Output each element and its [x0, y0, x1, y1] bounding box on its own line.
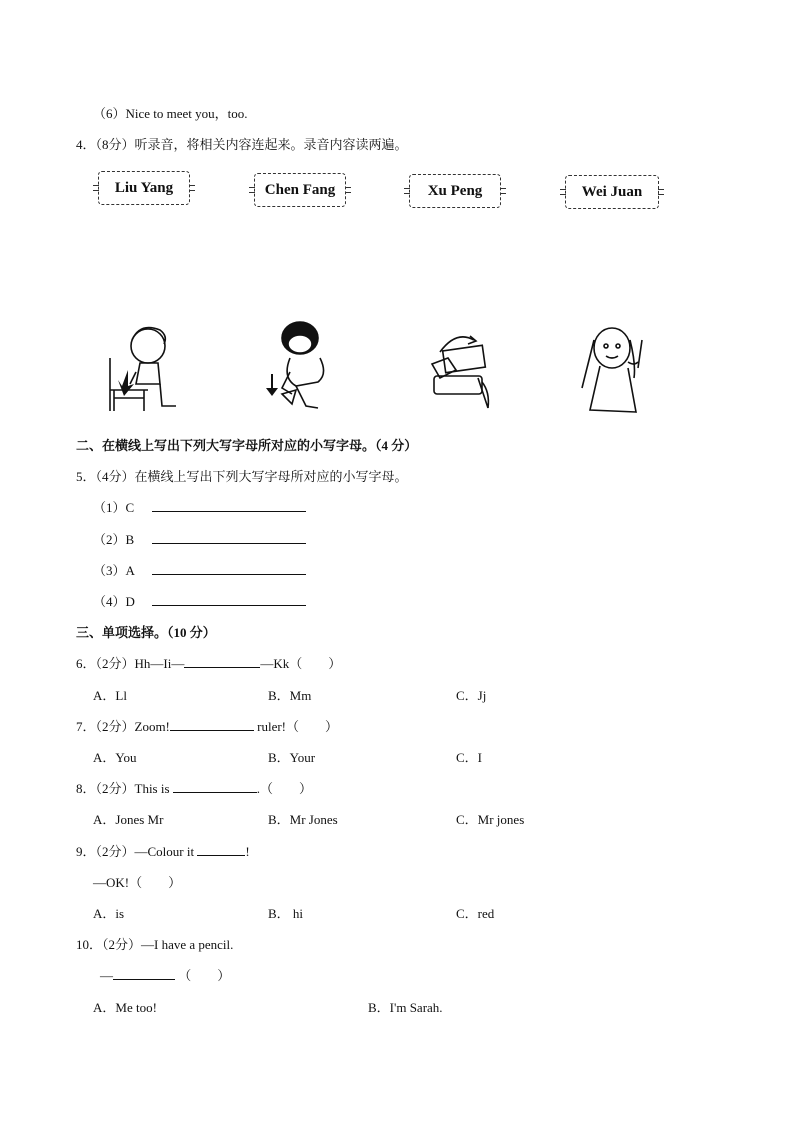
section-2-title: 二、在横线上写出下列大写字母所对应的小写字母。（4 分）	[76, 438, 418, 453]
q7-option-b[interactable]: B．Your	[268, 750, 316, 765]
q10-blank[interactable]	[113, 965, 175, 980]
q7-option-c[interactable]: C．I	[456, 750, 483, 765]
name-card-label: Xu Peng	[427, 182, 483, 199]
q5-answer-line-4[interactable]	[152, 591, 306, 610]
q5-answer-line-2[interactable]	[152, 529, 306, 548]
q10-dash: —	[100, 968, 113, 983]
q8-option-b[interactable]: B．Mr Jones	[268, 812, 338, 827]
q5-item-label: （3）A	[93, 563, 135, 578]
q8-stem	[76, 778, 312, 797]
boy-sit-down-illustration	[100, 318, 185, 413]
name-card-label: Wei Juan	[581, 183, 643, 200]
q5-answer-line-1[interactable]	[152, 497, 306, 516]
name-card-3	[409, 174, 501, 208]
q7-stem-a: 7．（2分）Zoom!	[76, 719, 170, 734]
q9-stem	[76, 841, 250, 860]
q7-blank[interactable]	[170, 716, 254, 731]
name-card-label: Liu Yang	[114, 179, 174, 196]
q6-stem	[76, 653, 341, 672]
name-card-label: Chen Fang	[264, 181, 336, 198]
q7-option-a[interactable]: A．You	[93, 750, 137, 765]
name-card-4	[565, 175, 659, 209]
q6-option-a[interactable]: A．Ll	[93, 688, 127, 703]
q6-stem-b: —Kk（ ）	[260, 656, 342, 671]
q5-item-3	[93, 560, 135, 579]
q10-response	[100, 965, 230, 984]
q10-option-a[interactable]: A．Me too!	[93, 1000, 157, 1015]
q5-stem: 5．（4分）在横线上写出下列大写字母所对应的小写字母。	[76, 469, 408, 484]
q5-item-label: （4）D	[93, 594, 135, 609]
q9-option-b[interactable]: B． hi	[268, 906, 304, 921]
q6-stem-a: 6．（2分）Hh—Ii—	[76, 656, 185, 671]
q5-answer-line-3[interactable]	[152, 560, 306, 579]
q8-option-c[interactable]: C．Mr jones	[456, 812, 525, 827]
q4-stem: 4．（8分）听录音，将相关内容连起来。录音内容读两遍。	[76, 137, 408, 152]
open-book-illustration	[426, 326, 496, 414]
q9-stem-a: 9．（2分）—Colour it	[76, 844, 195, 859]
q9-response: —OK!（ ）	[93, 875, 182, 890]
q5-item-2	[93, 529, 134, 548]
q8-blank[interactable]	[173, 778, 257, 793]
q6-option-b[interactable]: B．Mm	[268, 688, 312, 703]
q10-stem: 10．（2分）—I have a pencil.	[76, 937, 234, 952]
girl-with-pencil-illustration	[576, 322, 654, 416]
q9-stem-b: !	[245, 844, 250, 859]
q9-option-a[interactable]: A．is	[93, 906, 125, 921]
section-3-title: 三、单项选择。（10 分）	[76, 625, 216, 640]
q5-item-1	[93, 497, 134, 516]
q5-item-4	[93, 591, 135, 610]
q9-blank[interactable]	[197, 841, 245, 856]
q6-blank[interactable]	[184, 653, 260, 668]
q8-stem-a: 8．（2分）This is	[76, 781, 170, 796]
q5-item-label: （2）B	[93, 532, 135, 547]
q8-stem-b: .（ ）	[256, 781, 313, 796]
q10-option-b[interactable]: B．I'm Sarah.	[368, 1000, 443, 1015]
q3-item-6: （6）Nice to meet you，too.	[93, 106, 248, 121]
q5-item-label: （1）C	[93, 500, 135, 515]
q9-option-c[interactable]: C．red	[456, 906, 495, 921]
q6-option-c[interactable]: C．Jj	[456, 688, 487, 703]
name-card-2	[254, 173, 346, 207]
q7-stem-b: ruler!（ ）	[257, 719, 339, 734]
girl-pick-up-illustration	[262, 316, 347, 414]
q8-option-a[interactable]: A．Jones Mr	[93, 812, 164, 827]
q7-stem	[76, 716, 338, 735]
q10-paren: （ ）	[178, 968, 231, 983]
name-card-1	[98, 171, 190, 205]
